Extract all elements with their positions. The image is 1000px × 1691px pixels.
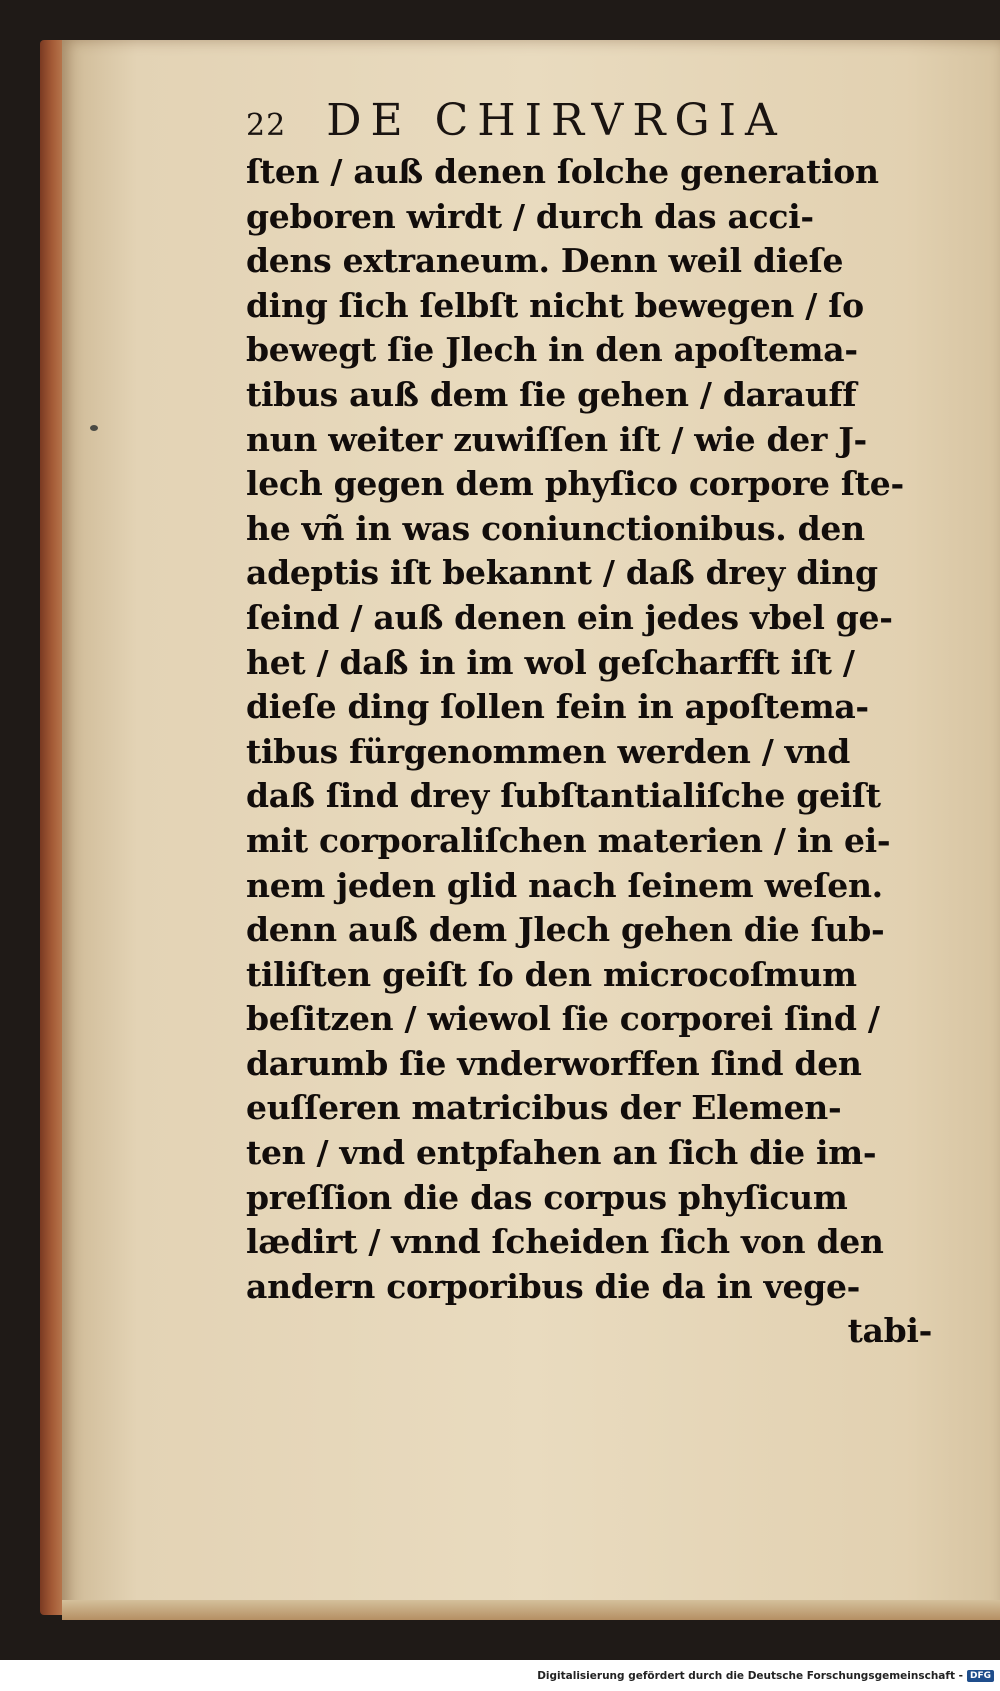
text-line: denn auß dem Jlech gehen die ſub- xyxy=(246,910,885,950)
ink-spot xyxy=(90,425,98,431)
text-block xyxy=(246,150,946,1354)
text-line: ſten / auß denen ſolche generation xyxy=(246,152,879,191)
text-line: ſeind / auß denen ein jedes vbel ge- xyxy=(246,597,893,637)
text-line: adeptis iſt bekannt / daß drey ding xyxy=(246,553,878,593)
page-bottom-edge xyxy=(62,1600,1000,1620)
text-line: tiliſten geiſt ſo den microcoſmum xyxy=(246,954,857,994)
text-line: darumb ſie vnderworffen ſind den xyxy=(246,1043,862,1083)
page-header xyxy=(246,95,866,145)
text-line: dens extraneum. Denn weil dieſe xyxy=(246,241,844,281)
digitization-footer xyxy=(0,1660,1000,1691)
text-line: daß ſind drey ſubſtantialiſche geiſt xyxy=(246,776,881,816)
text-line: preſſion die das corpus phyſicum xyxy=(246,1177,848,1217)
running-title: DE CHIRVRGIA xyxy=(326,95,786,146)
text-line: ding ſich ſelbſt nicht bewegen / ſo xyxy=(246,285,864,325)
text-line: bewegt ſie Jlech in den apoſtema- xyxy=(246,330,858,370)
text-line: dieſe ding ſollen fein in apoſtema- xyxy=(246,687,869,727)
text-line: tibus auß dem ſie gehen / darauff xyxy=(246,374,857,414)
footer-credit: Digitalisierung gefördert durch die Deutsche Forschungsgemeinschaft - xyxy=(537,1669,963,1682)
text-line: nun weiter zuwiſſen iſt / wie der J- xyxy=(246,419,867,459)
text-line: euſſeren matricibus der Elemen- xyxy=(246,1088,842,1128)
catchword: tabi- xyxy=(847,1311,932,1351)
text-line: andern corporibus die da in vege- xyxy=(246,1266,861,1306)
page-number: 22 xyxy=(246,108,287,143)
text-line: lædirt / vnnd ſcheiden ſich von den xyxy=(246,1222,884,1262)
text-line: he vñ in was coniunctionibus. den xyxy=(246,508,865,548)
text-line: mit corporaliſchen materien / in ei- xyxy=(246,820,891,860)
text-line: ten / vnd entpfahen an ſich die im- xyxy=(246,1133,877,1173)
text-line: geboren wirdt / durch das acci- xyxy=(246,196,814,236)
text-line: tibus fürgenommen werden / vnd xyxy=(246,731,850,771)
text-line: nem jeden glid nach ſeinem weſen. xyxy=(246,865,883,905)
dfg-logo: DFG xyxy=(967,1670,994,1682)
text-line: het / daß in im wol geſcharfft iſt / xyxy=(246,642,855,682)
text-line: beſitzen / wiewol ſie corporei ſind / xyxy=(246,999,880,1039)
text-line: lech gegen dem phyſico corpore ſte- xyxy=(246,464,904,504)
